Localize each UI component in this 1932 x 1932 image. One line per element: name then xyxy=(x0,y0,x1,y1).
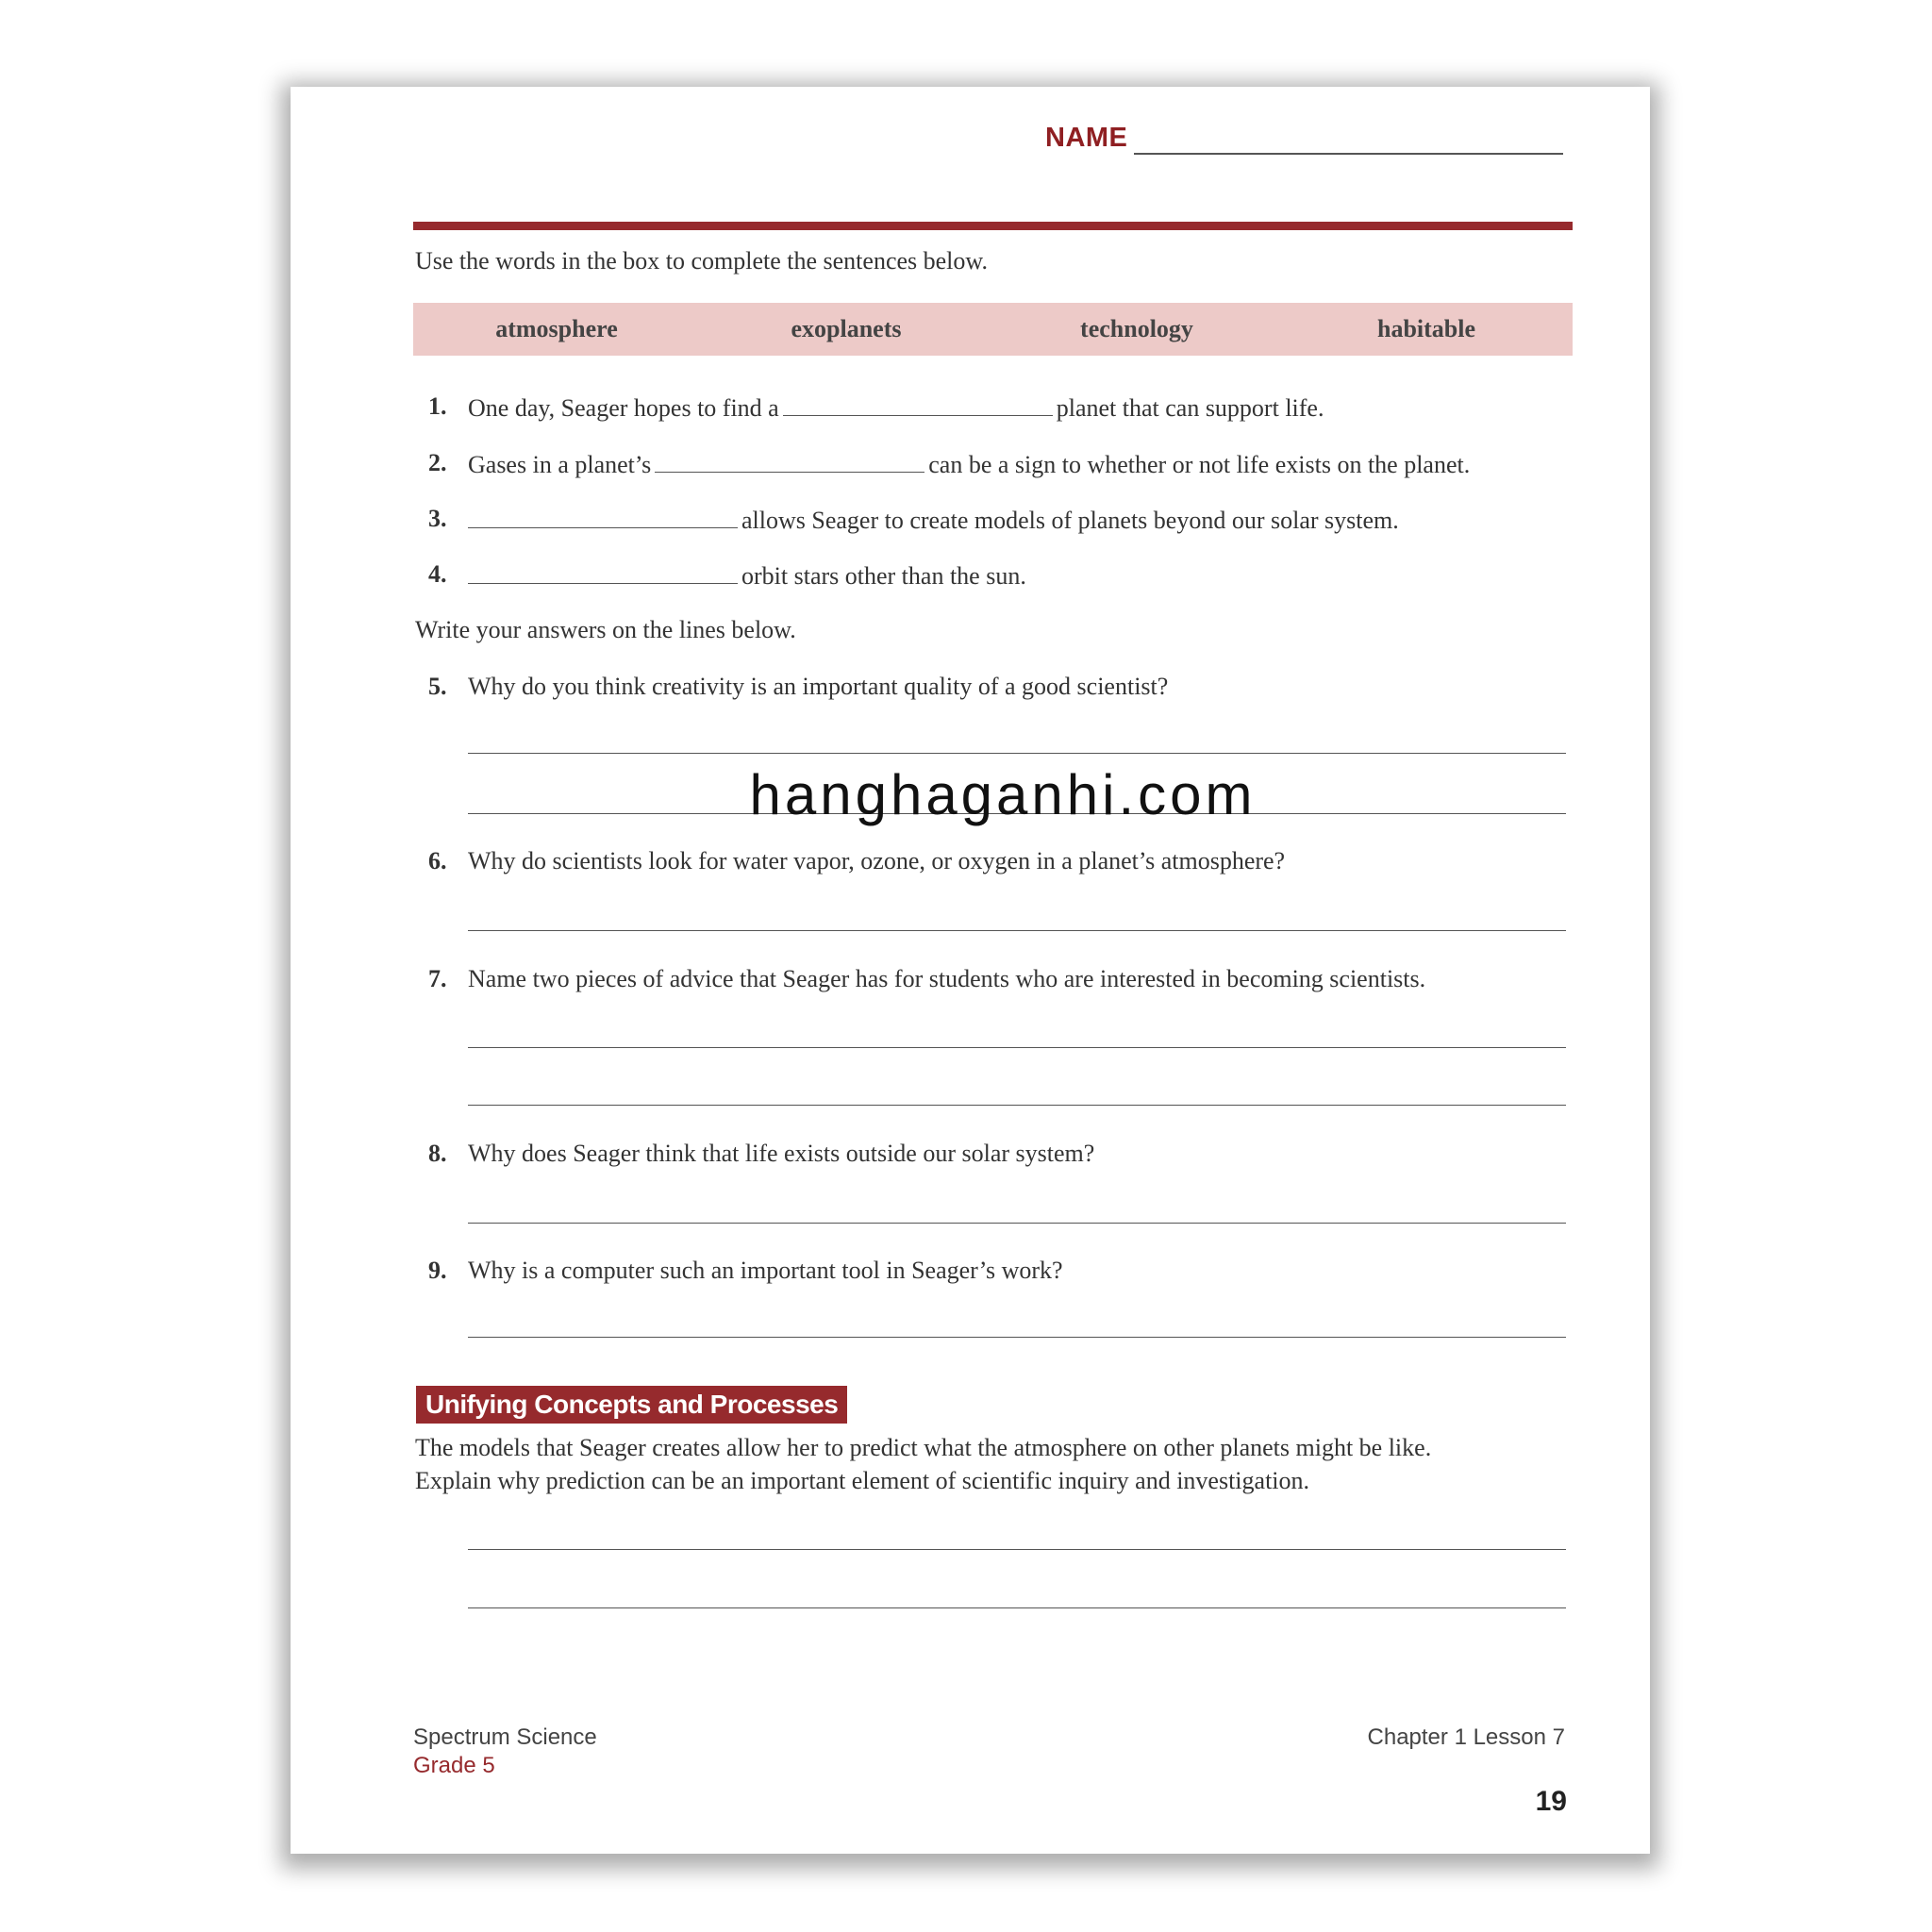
worksheet-page xyxy=(291,87,1650,1854)
fill-question-1 xyxy=(468,392,1324,423)
question-number: 3. xyxy=(428,505,447,532)
name-label: NAME xyxy=(1045,123,1128,153)
section-heading: Unifying Concepts and Processes xyxy=(416,1386,847,1424)
fill-question-2 xyxy=(468,449,1470,479)
question-text: Gases in a planet’s xyxy=(468,451,652,478)
question-text: Why is a computer such an important tool in Seager’s work? xyxy=(468,1257,1063,1284)
answer-line[interactable] xyxy=(468,930,1566,931)
write-instructions: Write your answers on the lines below. xyxy=(415,616,796,643)
name-input-line[interactable] xyxy=(1134,153,1563,155)
footer-series: Spectrum Science xyxy=(413,1724,597,1750)
answer-blank[interactable] xyxy=(783,392,1053,416)
question-number: 9. xyxy=(428,1257,447,1284)
question-text: planet that can support life. xyxy=(1056,394,1324,422)
answer-line[interactable] xyxy=(468,1047,1566,1048)
question-number: 8. xyxy=(428,1140,447,1167)
footer-chapter: Chapter 1 Lesson 7 xyxy=(1367,1724,1565,1750)
word-box-item: exoplanets xyxy=(791,315,902,342)
question-text: orbit stars other than the sun. xyxy=(741,562,1026,590)
question-text: Why do scientists look for water vapor, ozone, or oxygen in a planet’s atmosphere? xyxy=(468,847,1286,874)
section-text-line-2: Explain why prediction can be an important element of scientific inquiry and investigation. xyxy=(415,1467,1310,1494)
answer-line[interactable] xyxy=(468,1223,1566,1224)
fill-question-4 xyxy=(464,560,1026,591)
question-text: Why does Seager think that life exists outside our solar system? xyxy=(468,1140,1095,1167)
answer-line[interactable] xyxy=(468,1607,1566,1608)
page-number: 19 xyxy=(1535,1786,1567,1817)
fill-in-instructions: Use the words in the box to complete the sentences below. xyxy=(415,247,988,275)
question-number: 7. xyxy=(428,965,447,992)
question-text: Why do you think creativity is an important quality of a good scientist? xyxy=(468,673,1169,700)
answer-blank[interactable] xyxy=(468,560,738,584)
word-box-item: technology xyxy=(1080,315,1193,342)
answer-line[interactable] xyxy=(468,1337,1566,1338)
answer-line[interactable] xyxy=(468,753,1566,754)
section-text-line-1: The models that Seager creates allow her to predict what the atmosphere on other planets might be like. xyxy=(415,1434,1432,1461)
question-number: 1. xyxy=(428,392,447,420)
word-box-item: habitable xyxy=(1376,315,1476,342)
question-number: 6. xyxy=(428,847,447,874)
header-rule xyxy=(413,222,1573,230)
answer-blank[interactable] xyxy=(468,505,738,528)
footer-grade: Grade 5 xyxy=(413,1753,495,1778)
fill-question-3 xyxy=(464,505,1399,535)
watermark-text: hanghaganhi.com xyxy=(749,763,1257,826)
answer-blank[interactable] xyxy=(655,449,924,473)
answer-line[interactable] xyxy=(468,1549,1566,1550)
word-box-item: atmosphere xyxy=(495,315,618,342)
question-text: allows Seager to create models of planets beyond our solar system. xyxy=(741,507,1399,534)
question-number: 2. xyxy=(428,449,447,476)
answer-line[interactable] xyxy=(468,1105,1566,1106)
question-text: can be a sign to whether or not life exists on the planet. xyxy=(928,451,1471,478)
question-text: Name two pieces of advice that Seager has for students who are interested in becoming scientists. xyxy=(468,965,1426,992)
question-number: 5. xyxy=(428,673,447,700)
question-number: 4. xyxy=(428,560,447,588)
word-box xyxy=(413,303,1573,356)
question-text: One day, Seager hopes to find a xyxy=(468,394,779,422)
